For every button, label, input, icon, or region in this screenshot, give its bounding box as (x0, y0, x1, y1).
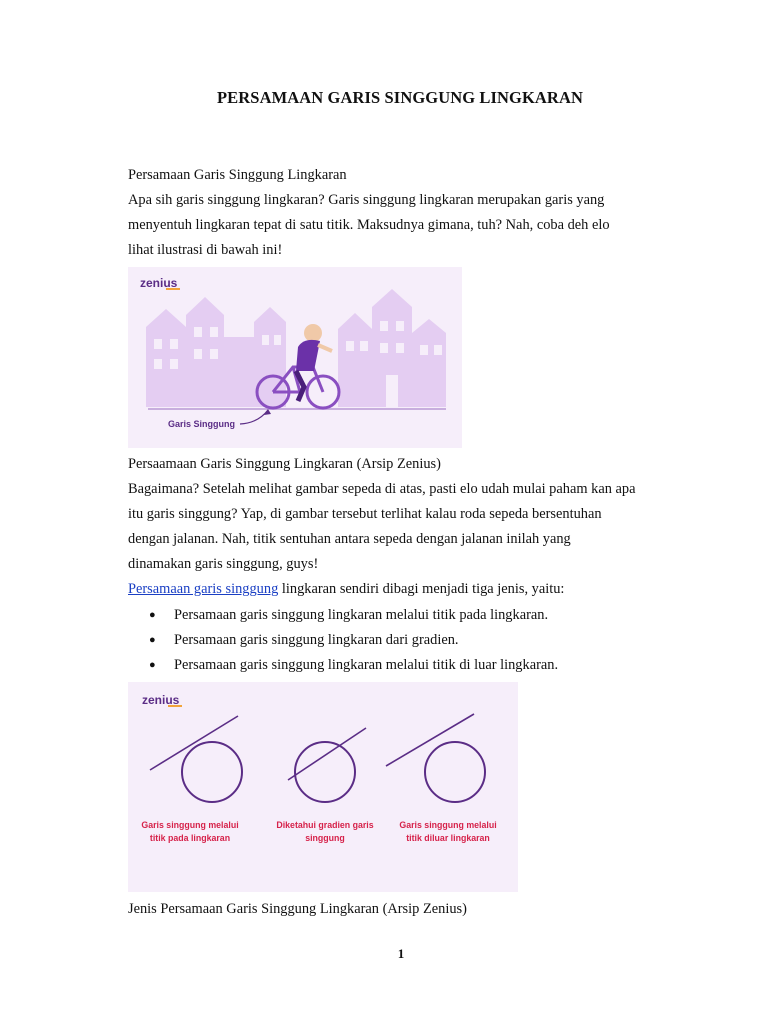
bullet-list (128, 603, 558, 678)
label-case-2-line-1: Diketahui gradien garis (276, 820, 374, 830)
para2-line-3: dengan jalanan. Nah, titik sentuhan antara sepeda dengan jalanan inilah yang (128, 531, 571, 547)
intro-line-2: menyentuh lingkaran tepat di satu titik. Maksudnya gimana, tuh? Nah, coba deh elo (128, 217, 610, 233)
para3 (128, 577, 564, 602)
label-case-3-line-1: Garis singgung melalui (399, 820, 497, 830)
bullet-icon: ● (149, 659, 156, 671)
figure-tangent-types (128, 682, 518, 892)
para2-line-4: dinamakan garis singgung, guys! (128, 556, 319, 572)
bullet-icon: ● (149, 634, 156, 646)
intro-line-3: lihat ilustrasi di bawah ini! (128, 242, 283, 258)
page-number: 1 (397, 946, 405, 961)
figure-bicycle-illustration (128, 267, 462, 448)
list-item: ● Persamaan garis singgung lingkaran dari gradien. (128, 628, 558, 653)
label-case-2-line-2: singgung (305, 833, 345, 843)
para2-line-1: Bagaimana? Setelah melihat gambar sepeda di atas, pasti elo udah mulai paham kan apa (128, 481, 636, 497)
label-case-1-line-1: Garis singgung melalui (141, 820, 239, 830)
section-heading: Persamaan Garis Singgung Lingkaran (128, 167, 347, 183)
label-case-1-line-2: titik pada lingkaran (149, 833, 231, 843)
label-case-3-line-2: titik diluar lingkaran (406, 833, 490, 843)
figure1-caption: Persaamaan Garis Singgung Lingkaran (Arsip Zenius) (128, 456, 441, 472)
zenius-logo: zenius (140, 276, 178, 290)
persamaan-garis-singgung-link[interactable]: Persamaan garis singgung (128, 581, 279, 597)
figure2-caption: Jenis Persamaan Garis Singgung Lingkaran (Arsip Zenius) (128, 901, 467, 917)
list-item: ● Persamaan garis singgung lingkaran melalui titik di luar lingkaran. (128, 653, 558, 678)
para3-rest: lingkaran sendiri dibagi menjadi tiga jenis, yaitu: (278, 581, 565, 597)
page-title: PERSAMAAN GARIS SINGGUNG LINGKARAN (217, 88, 583, 107)
para2-line-2: itu garis singgung? Yap, di gambar tersebut terlihat kalau roda sepeda bersentuhan (128, 506, 602, 522)
intro-line-1: Apa sih garis singgung lingkaran? Garis singgung lingkaran merupakan garis yang (128, 192, 605, 208)
bullet-icon: ● (149, 609, 156, 621)
garis-singgung-label: Garis Singgung (168, 419, 236, 429)
list-item: ● Persamaan garis singgung lingkaran melalui titik pada lingkaran. (128, 603, 558, 628)
zenius-logo: zenius (142, 693, 180, 707)
